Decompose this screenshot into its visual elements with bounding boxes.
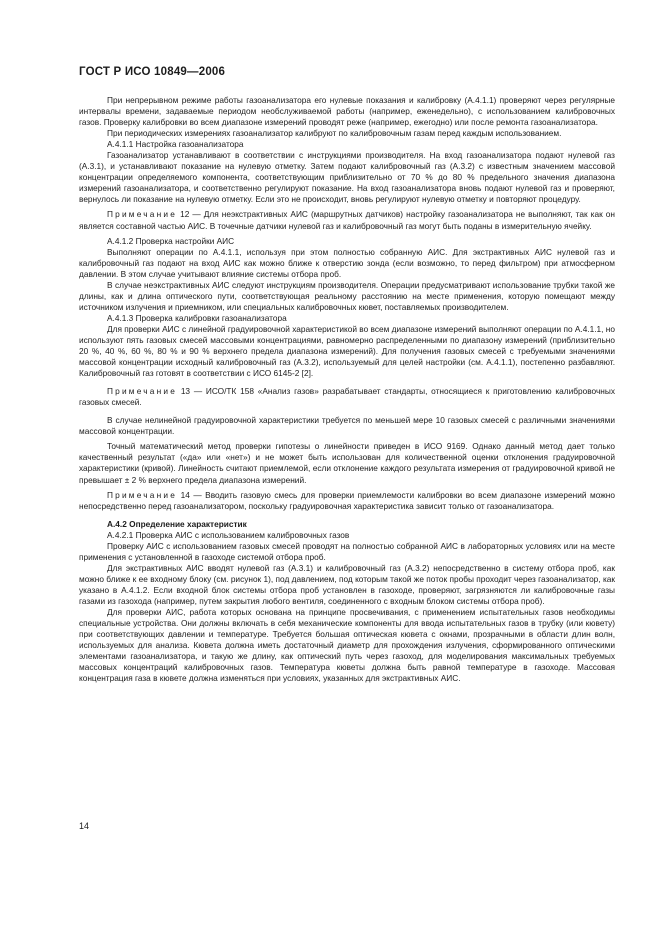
note-label: Примечание (107, 489, 178, 500)
page-header: ГОСТ Р ИСО 10849—2006 (79, 66, 226, 78)
paragraph: Для проверки АИС с линейной градуировочной характеристикой во всем диапазоне измерений выполняют операции по А.4.1.1, но используют пять газовых смесей массовыми концентрациями, равномерно распределенными по диапазону измерений (приблизительно 20 %, 40 %, 60 %, 80 % и 90 % верхнего предела диапазона измерений). Для получения газовых смесей с требуемыми значениями массовой концентрации исходный калибровочный газ (А.3.2), используемый для целей настройки (см. А.4.1.1), постепенно разбавляют. Калибровочный газ готовят в соответствии с ИСО 6145-2 [2]. (79, 323, 615, 379)
paragraph: Точный математический метод проверки гипотезы о линейности приведен в ИСО 9169. Однако данный метод дает только качественный результат («да» или «нет») и не может быть использован для количественной оценки отклонения градуировочной характеристики (кривой). Линейность считают приемлемой, если отклонение каждого результата измерения от градуировочной кривой не превышает ± 2 % верхнего предела диапазона измерений. (79, 441, 615, 485)
note-12 (79, 209, 615, 231)
paragraph: Для экстрактивных АИС вводят нулевой газ (А.3.1) и калибровочный газ (А.3.2) непосредственно в систему отбора проб, как можно ближе к ее входному блоку (см. рисунок 1), под давлением, под которым такой же поток пробы проходит через газоанализатор, как указано в А.4.1.2. Если входной блок системы отбора проб установлен в газоходе, проверяют, загрязняются ли калибровочные газы газами из газохода (например, путем закрытия любого вентиля, соединенного с входным блоком системы отбора проб). (79, 562, 615, 606)
paragraph: Для проверки АИС, работа которых основана на принципе просвечивания, с применением испытательных газов необходимы специальные устройства. Они должны включать в себя механические компоненты для ввода испытательных газов в трубку (или кювету) при соответствующих давлении и температуре. Требуется большая оптическая кювета с окнами, прозрачными в области длин волн, используемых для анализа. Кювета должна иметь достаточный диаметр для прохождения излучения, сформированного оптическими элементами газоанализатора, и такую же длину, как оптический путь через газоход, для моделирования максимальных требуемых массовых концентраций калибровочных газов. Температура кюветы должна быть равной температуре в газоходе. Массовая концентрация газа в кювете должна изменяться при условиях, указанных для экстрактивных АИС. (79, 607, 615, 684)
subsection-heading-a413: А.4.1.3 Проверка калибровки газоанализатора (107, 312, 287, 323)
paragraph: Проверку АИС с использованием газовых смесей проводят на полностью собранной АИС в лабораторных условиях или на месте применения с установленной в газоходе системой отбора проб. (79, 540, 615, 562)
note-13 (79, 386, 615, 408)
subsection-heading-a412: А.4.1.2 Проверка настройки АИС (107, 235, 235, 246)
section-heading-a42: А.4.2 Определение характеристик (107, 518, 247, 529)
paragraph: Газоанализатор устанавливают в соответствии с инструкциями производителя. На вход газоанализатора подают нулевой газ (А.3.1), и устанавливают показание на нулевую отметку. Затем подают калибровочный газ (А.3.2) с известным значением массовой концентрации определяемого компонента, соответствующим приблизительно от 70 % до 80 % предельного значения диапазона измерений газоанализатора, и соответственно регулируют показание. На вход газоанализатора вновь подают нулевой газ и проверяют, вернулось ли показание на нулевую отметку. Если это не происходит, вновь регулируют нулевую отметку и повторяют процедуру. (79, 150, 615, 205)
note-text: 12 — Для неэкстрактивных АИС (маршрутных датчиков) настройку газоанализатора не выполняют, так как он является составной частью АИС. В точечные датчики нулевой газ и калибровочный газ могут быть поданы в измерительную ячейку. (79, 209, 615, 231)
note-14 (79, 490, 615, 512)
note-text: 14 — Вводить газовую смесь для проверки приемлемости калибровки во всем диапазоне измерений можно непосредственно перед газоанализатором, поскольку градуировочная характеристика зависит только от газоанализатора. (79, 489, 615, 511)
paragraph: При периодических измерениях газоанализатор калибруют по калибровочным газам перед каждым использованием. (107, 128, 562, 139)
note-text: 13 — ИСО/ТК 158 «Анализ газов» разрабатывает стандарты, относящиеся к приготовлению калибровочных газовых смесей. (79, 386, 615, 408)
note-label: Примечание (107, 386, 178, 397)
paragraph: При непрерывном режиме работы газоанализатора его нулевые показания и калибровку (А.4.1.1) проверяют через регулярные интервалы времени, задаваемые периодом необслуживаемой работы (например, еженедельно), с использованием калибровочных газов. Проверку калибровки во всем диапазоне измерений проводят реже (например, ежегодно) или после ремонта газоанализатора. (79, 95, 615, 128)
page-number: 14 (79, 821, 90, 831)
document-body (79, 95, 615, 684)
paragraph: В случае нелинейной градуировочной характеристики требуется по меньшей мере 10 газовых смесей с различными значениями массовой концентрации. (79, 415, 615, 437)
paragraph: Выполняют операции по А.4.1.1, используя при этом полностью собранную АИС. Для экстрактивных АИС нулевой газ и калибровочный газ подают на вход АИС как можно ближе к отверстию зонда (если возможно, то перед фильтром) при атмосферном давлении. В этом случае учитывают влияние системы отбора проб. (79, 246, 615, 279)
note-label: Примечание (107, 209, 178, 220)
paragraph: В случае неэкстрактивных АИС следуют инструкциям производителя. Операции предусматривают использование трубки такой же длины, как и длина оптического пути, соответствующая реальному расстоянию на месте применения, которую помещают между источником излучения и приемником, или специальных калибровочных кювет, поставляемых производителем. (79, 279, 615, 312)
subsection-heading-a421: А.4.2.1 Проверка АИС с использованием калибровочных газов (107, 529, 350, 540)
subsection-heading-a411: А.4.1.1 Настройка газоанализатора (107, 139, 244, 150)
